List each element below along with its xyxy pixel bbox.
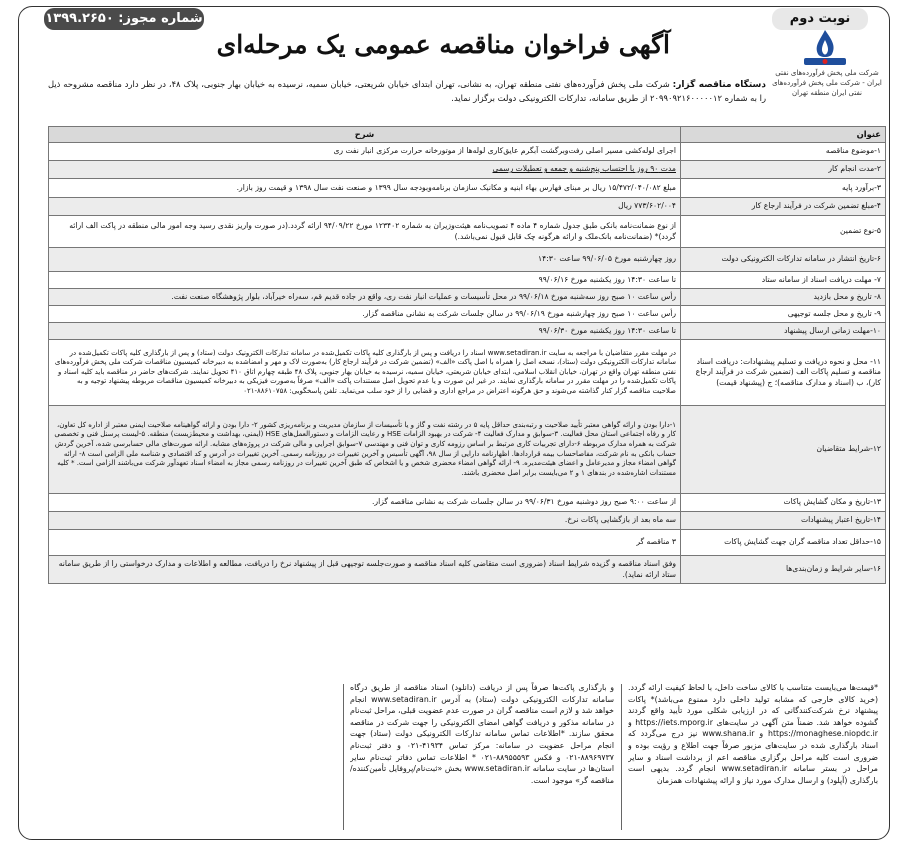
row-description: تا ساعت ۱۴:۳۰ روز یکشنبه مورخ ۹۹/۰۶/۳۰ <box>49 323 681 340</box>
intro-paragraph <box>48 78 766 105</box>
row-title: ۶-تاریخ انتشار در سامانه تدارکات الکترونیکی دولت <box>681 248 886 272</box>
table-header-row <box>49 127 886 143</box>
row-title: ۳-برآورد پایه <box>681 179 886 198</box>
table-row <box>49 306 886 323</box>
table-row <box>49 530 886 556</box>
table-row <box>49 512 886 530</box>
footer-note-left <box>56 682 336 832</box>
footer-note-right: *قیمت‌ها می‌بایست متناسب با کالای ساخت داخل، با لحاظ کیفیت ارائه گردد.(خرید کالای خارجی که مشابه تولید داخلی دارد ممنوع می‌باشد)* پاکات پیشنهاد نرخ شرکت‌کنندگانی که در ارزیابی شکلی مورد تأیید واقع گردند گشوده خواهد شد. ضمناً متن آگهی در سایت‌های https://iets.mporg.ir و https://monaghese.niopdc.ir و www.shana.ir نیز درج می‌گردد که اسناد بارگذاری شده در سایت‌های مزبور صرفاً جهت اطلاع و رؤیت بوده و ضروری است کلیه مراحل برگزاری مناقصه اعم از برداشت اسناد و سایر مراحل در بستر سامانه www.setadiran.ir انجام گردد. بدیهی است بارگذاری (آپلود) و ارسال مدارک مورد نیاز و ارائه پیشنهادات همزمان <box>628 683 878 785</box>
company-logo <box>768 28 886 124</box>
table-row <box>49 161 886 179</box>
company-logo-text: شرکت ملی پخش فرآورده‌های نفتی ایران - شرکت ملی پخش فرآورده‌های نفتی ایران منطقه تهران <box>772 69 882 97</box>
table-row <box>49 272 886 289</box>
row-title: ۱-موضوع مناقصه <box>681 143 886 161</box>
row-title: ۱۳-تاریخ و مکان گشایش پاکات <box>681 494 886 512</box>
table-row <box>49 556 886 584</box>
row-title: ۸- تاریخ و محل بازدید <box>681 289 886 306</box>
row-title: ۱۰-مهلت زمانی ارسال پیشنهاد <box>681 323 886 340</box>
row-description: روز چهارشنبه مورخ ۹۹/۰۶/۰۵ ساعت ۱۴:۳۰ <box>49 248 681 272</box>
row-description: ۱-دارا بودن و ارائه گواهی معتبر تأیید صلاحیت و رتبه‌بندی حداقل پایه ۵ در رشته نفت و گاز و یا تأسیسات از سازمان مدیریت و برنامه‌ریزی کشور ۲- دارا بودن و ارائه گواهینامه صلاحیت ایمنی معتبر از اداره کل تعاون، کار و رفاه اجتماعی استان محل فعالیت. ۳-سوابق و مدارک فعالیت ۴- شرکت در بهبود الزامات HSE و رعایت الزامات و دستورالعمل‌های HSE (ایمنی، بهداشت و محیط‌زیست) منطقه. ۵-لیست پرسنل فنی و تخصصی شرکت به همراه مدارک مربوطه ۶-دارای تجربیات کاری مرتبط بر اساس رزومه کاری و توان فنی و مهندسی ۷-سوابق اجرایی و مالی شرکت در پروژه‌های مشابه. ارائه صورت‌های مالی حسابرسی شده، آخرین گردش حساب بانکی به نام شرکت، مفاصاحساب بیمه قراردادها. اظهارنامه دارایی از سال ۹۸، آگهی تأسیس و آخرین تغییرات در روزنامه رسمی. آخرین تغییرات در آدرس و کد اقتصادی و شناسه ملی الزامی است ۸- ارائه گواهی امضاء مجاز و مدیرعامل و اعضای هیئت‌مدیره. ۹- ارائه گواهی امضاء محضری شخص و یا اشخاص که طبق آخرین تغییرات در روزنامه رسمی مجاز به امضاء اسناد تعهدآور شرکت می‌باشند الزامی است. * کلیه مستندات اشاره‌شده در بندهای ۱ و ۲ می‌بایست برابر اصل محضری باشند. <box>49 406 681 494</box>
row-title: ۲-مدت انجام کار <box>681 161 886 179</box>
row-description: از نوع ضمانت‌نامه بانکی طبق جدول شماره ۴ ماده ۴ تصویب‌نامه هیئت‌وزیران به شماره ۱۲۳۴۰۲ مورخ ۹۴/۰۹/۲۲ ارائه گردد.(در صورت واریز نقدی رسید وجه امور مالی منطقه در پاکت الف ارائه گردد)* (ضمانت‌نامه بانک‌ملک و ارائه هرگونه چک قابل قبول نمی‌باشد.) <box>49 216 681 248</box>
table-row <box>49 143 886 161</box>
table-row <box>49 406 886 494</box>
row-title: ۵-نوع تضمین <box>681 216 886 248</box>
table-row <box>49 340 886 406</box>
footer-divider <box>343 684 344 830</box>
page-title: آگهی فراخوان مناقصه عمومی یک مرحله‌ای <box>216 30 670 59</box>
row-title: ۱۱- محل و نحوه دریافت و تسلیم پیشنهادات: دریافت اسناد مناقصه و تسلیم پاکات الف (تضمین شرکت در فرآیند ارجاع کار)، ب (اسناد و مدارک مناقصه)؛ ج (پیشنهاد قیمت) <box>681 340 886 406</box>
table-row <box>49 248 886 272</box>
column-header-title: عنوان <box>681 127 886 143</box>
row-title: ۴-مبلغ تضمین شرکت در فرآیند ارجاع کار <box>681 198 886 216</box>
column-header-description: شرح <box>49 127 681 143</box>
footer-divider <box>621 684 622 830</box>
row-title: ۱۲-شرایط متقاضیان <box>681 406 886 494</box>
row-description: مدت ۹۰ روز با احتساب پنج‌شنبه و جمعه و تعطیلات رسمی <box>49 161 681 179</box>
row-title: ۱۵-حداقل تعداد مناقصه گران جهت گشایش پاکات <box>681 530 886 556</box>
intro-text: شرکت ملی پخش فرآورده‌های نفتی منطقه تهران، به نشانی، تهران ابتدای خیابان شریعتی، خیابان سمیه، نرسیده به خیابان بهار جنوبی، پلاک ۴۸، در نظر دارد مناقصه مشروحه ذیل را به شماره ۲۰۹۹۰۹۲۱۶۰۰۰۰۰۱۲ از طریق سامانه، تدارکات الکترونیکی دولت برگزار نماید. <box>48 79 766 103</box>
row-description: رأس ساعت ۱۰ صبح روز سه‌شنبه مورخ ۹۹/۰۶/۱۸ در محل تأسیسات و عملیات انبار نفت ری، واقع در جاده قدیم قم، سه‌راه خیرآباد، بلوار پژوهشگاه صنعت نفت. <box>49 289 681 306</box>
row-title: ۷- مهلت دریافت اسناد از سامانه ستاد <box>681 272 886 289</box>
row-title: ۹- تاریخ و محل جلسه توجیهی <box>681 306 886 323</box>
row-description: سه ماه بعد از بازگشایی پاکات نرخ. <box>49 512 681 530</box>
row-description: وفق اسناد مناقصه و گزیده شرایط اسناد (ضروری است متقاضی کلیه اسناد مناقصه و صورت‌جلسه توجیهی قبل از پیشنهاد نرخ را دریافت، مطالعه و اطلاعات و مدارک درخواستی را از طریق سامانه ستاد ارائه نماید). <box>49 556 681 584</box>
table-row <box>49 289 886 306</box>
table-row <box>49 216 886 248</box>
row-description: ۷۷۳/۶۰۲/۰۰۴ ریال <box>49 198 681 216</box>
row-description: اجرای لوله‌کشی مسیر اصلی رفت‌وبرگشت آبگرم عایق‌کاری لوله‌ها از موتورخانه حرارت مرکزی انبار نفت ری <box>49 143 681 161</box>
row-description: در مهلت مقرر متقاضیان با مراجعه به سایت www.setadiran.ir اسناد را دریافت و پس از بارگذاری کلیه پاکات تکمیل‌شده در سامانه تدارکات الکترونیک دولت (ستاد) و پس از بارگذاری کلیه پاکات تکمیل‌شده در سامانه تدارکات الکترونیکی دولت (ستاد)، نسخه اصل را همراه با اصل پاکت «الف» (تضمین شرکت در فرآیند ارجاع کار) به‌صورت لاک و مهر و امضاشده به دبیرخانه کمیسیون مناقصات شرکت ملی پخش فرآورده‌های نفتی منطقه تهران واقع در تهران، خیابان انقلاب اسلامی، ابتدای خیابان شریعتی، خیابان سمیه، نرسیده به خیابان بهار جنوبی، پلاک ۴۸ طبقه چهارم اتاق ۴۱۰ تحویل نمایند. شرکت‌های حاضر در مناقصه باید کلیه اسناد و پاکات تکمیل‌شده را در مهلت مقرر در سامانه بارگذاری نمایند. در غیر این صورت و یا عدم تحویل اصل مستندات پاکت «الف» صرفاً به‌صورت فیزیکی به دبیرخانه کمیسیون مناقصات مربوطه پیشنهاد توجیه و به صلاحیت مناقصه گزار کنار گذاشته می‌شوند و حق هرگونه اعتراض در مراجع اداری و قضایی را از خود سلب می‌نماید. تلفن پاسخگویی: ۸۸۶۱۰۷۵۸-۰۲۱ <box>49 340 681 406</box>
table-row <box>49 323 886 340</box>
table-row <box>49 179 886 198</box>
publication-round-badge: نوبت دوم <box>772 8 868 30</box>
permit-number-badge: شماره مجوز: ۱۳۹۹.۲۶۵۰ <box>44 8 204 30</box>
footer-note-middle: و بارگذاری پاکت‌ها صرفاً پس از دریافت (دانلود) اسناد مناقصه از طریق درگاه سامانه تدارکات الکترونیکی دولت (ستاد) به آدرس www.setadiran.ir انجام خواهد شد و لازم است مناقصه گران در صورت عدم عضویت قبلی، مراحل ثبت‌نام در سامانه مذکور و دریافت گواهی امضای الکترونیکی را جهت شرکت در مناقصه محقق سازند. *اطلاعات تماس سامانه تدارکات الکترونیکی دولت (ستاد) جهت انجام مراحل عضویت در سامانه: مرکز تماس ۴۱۹۳۴-۰۲۱ و دفتر ثبت‌نام ۸۸۹۶۹۷۳۷-۰۲۱ و فکس ۸۸۹۵۵۵۹۳-۰۲۱ * اطلاعات تماس دفاتر ثبت‌نام سایر استان‌ها در سایت سامانه www.setadiran.ir بخش «ثبت‌نام/پروفایل تأمین‌کننده/مناقصه گر» موجود است. <box>350 683 614 785</box>
row-description: ۳ مناقصه گر <box>49 530 681 556</box>
row-description: از ساعت ۹:۰۰ صبح روز دوشنبه مورخ ۹۹/۰۶/۳۱ در سالن جلسات شرکت به نشانی مناقصه گزار. <box>49 494 681 512</box>
intro-label: دستگاه مناقصه گزار: <box>672 80 766 90</box>
tender-details-table <box>48 126 886 584</box>
row-title: ۱۴-تاریخ اعتبار پیشنهادات <box>681 512 886 530</box>
table-row <box>49 198 886 216</box>
row-description: تا ساعت ۱۴:۳۰ روز یکشنبه مورخ ۹۹/۰۶/۱۶ <box>49 272 681 289</box>
flame-logo-icon <box>790 28 860 68</box>
row-description: رأس ساعت ۱۰ صبح روز چهارشنبه مورخ ۹۹/۰۶/۱۹ در سالن جلسات شرکت به نشانی مناقصه گزار. <box>49 306 681 323</box>
table-row <box>49 494 886 512</box>
row-description: مبلغ ۱۵/۴۷۲/۰۴۰/۰۸۲ ریال بر مبنای فهارس بهاء ابنیه و مکانیک سازمان برنامه‌وبودجه سال ۱۳۹۹ و صنعت نفت سال ۱۳۹۸ و قیمت روز بازار. <box>49 179 681 198</box>
row-title: ۱۶-سایر شرایط و زمان‌بندی‌ها <box>681 556 886 584</box>
